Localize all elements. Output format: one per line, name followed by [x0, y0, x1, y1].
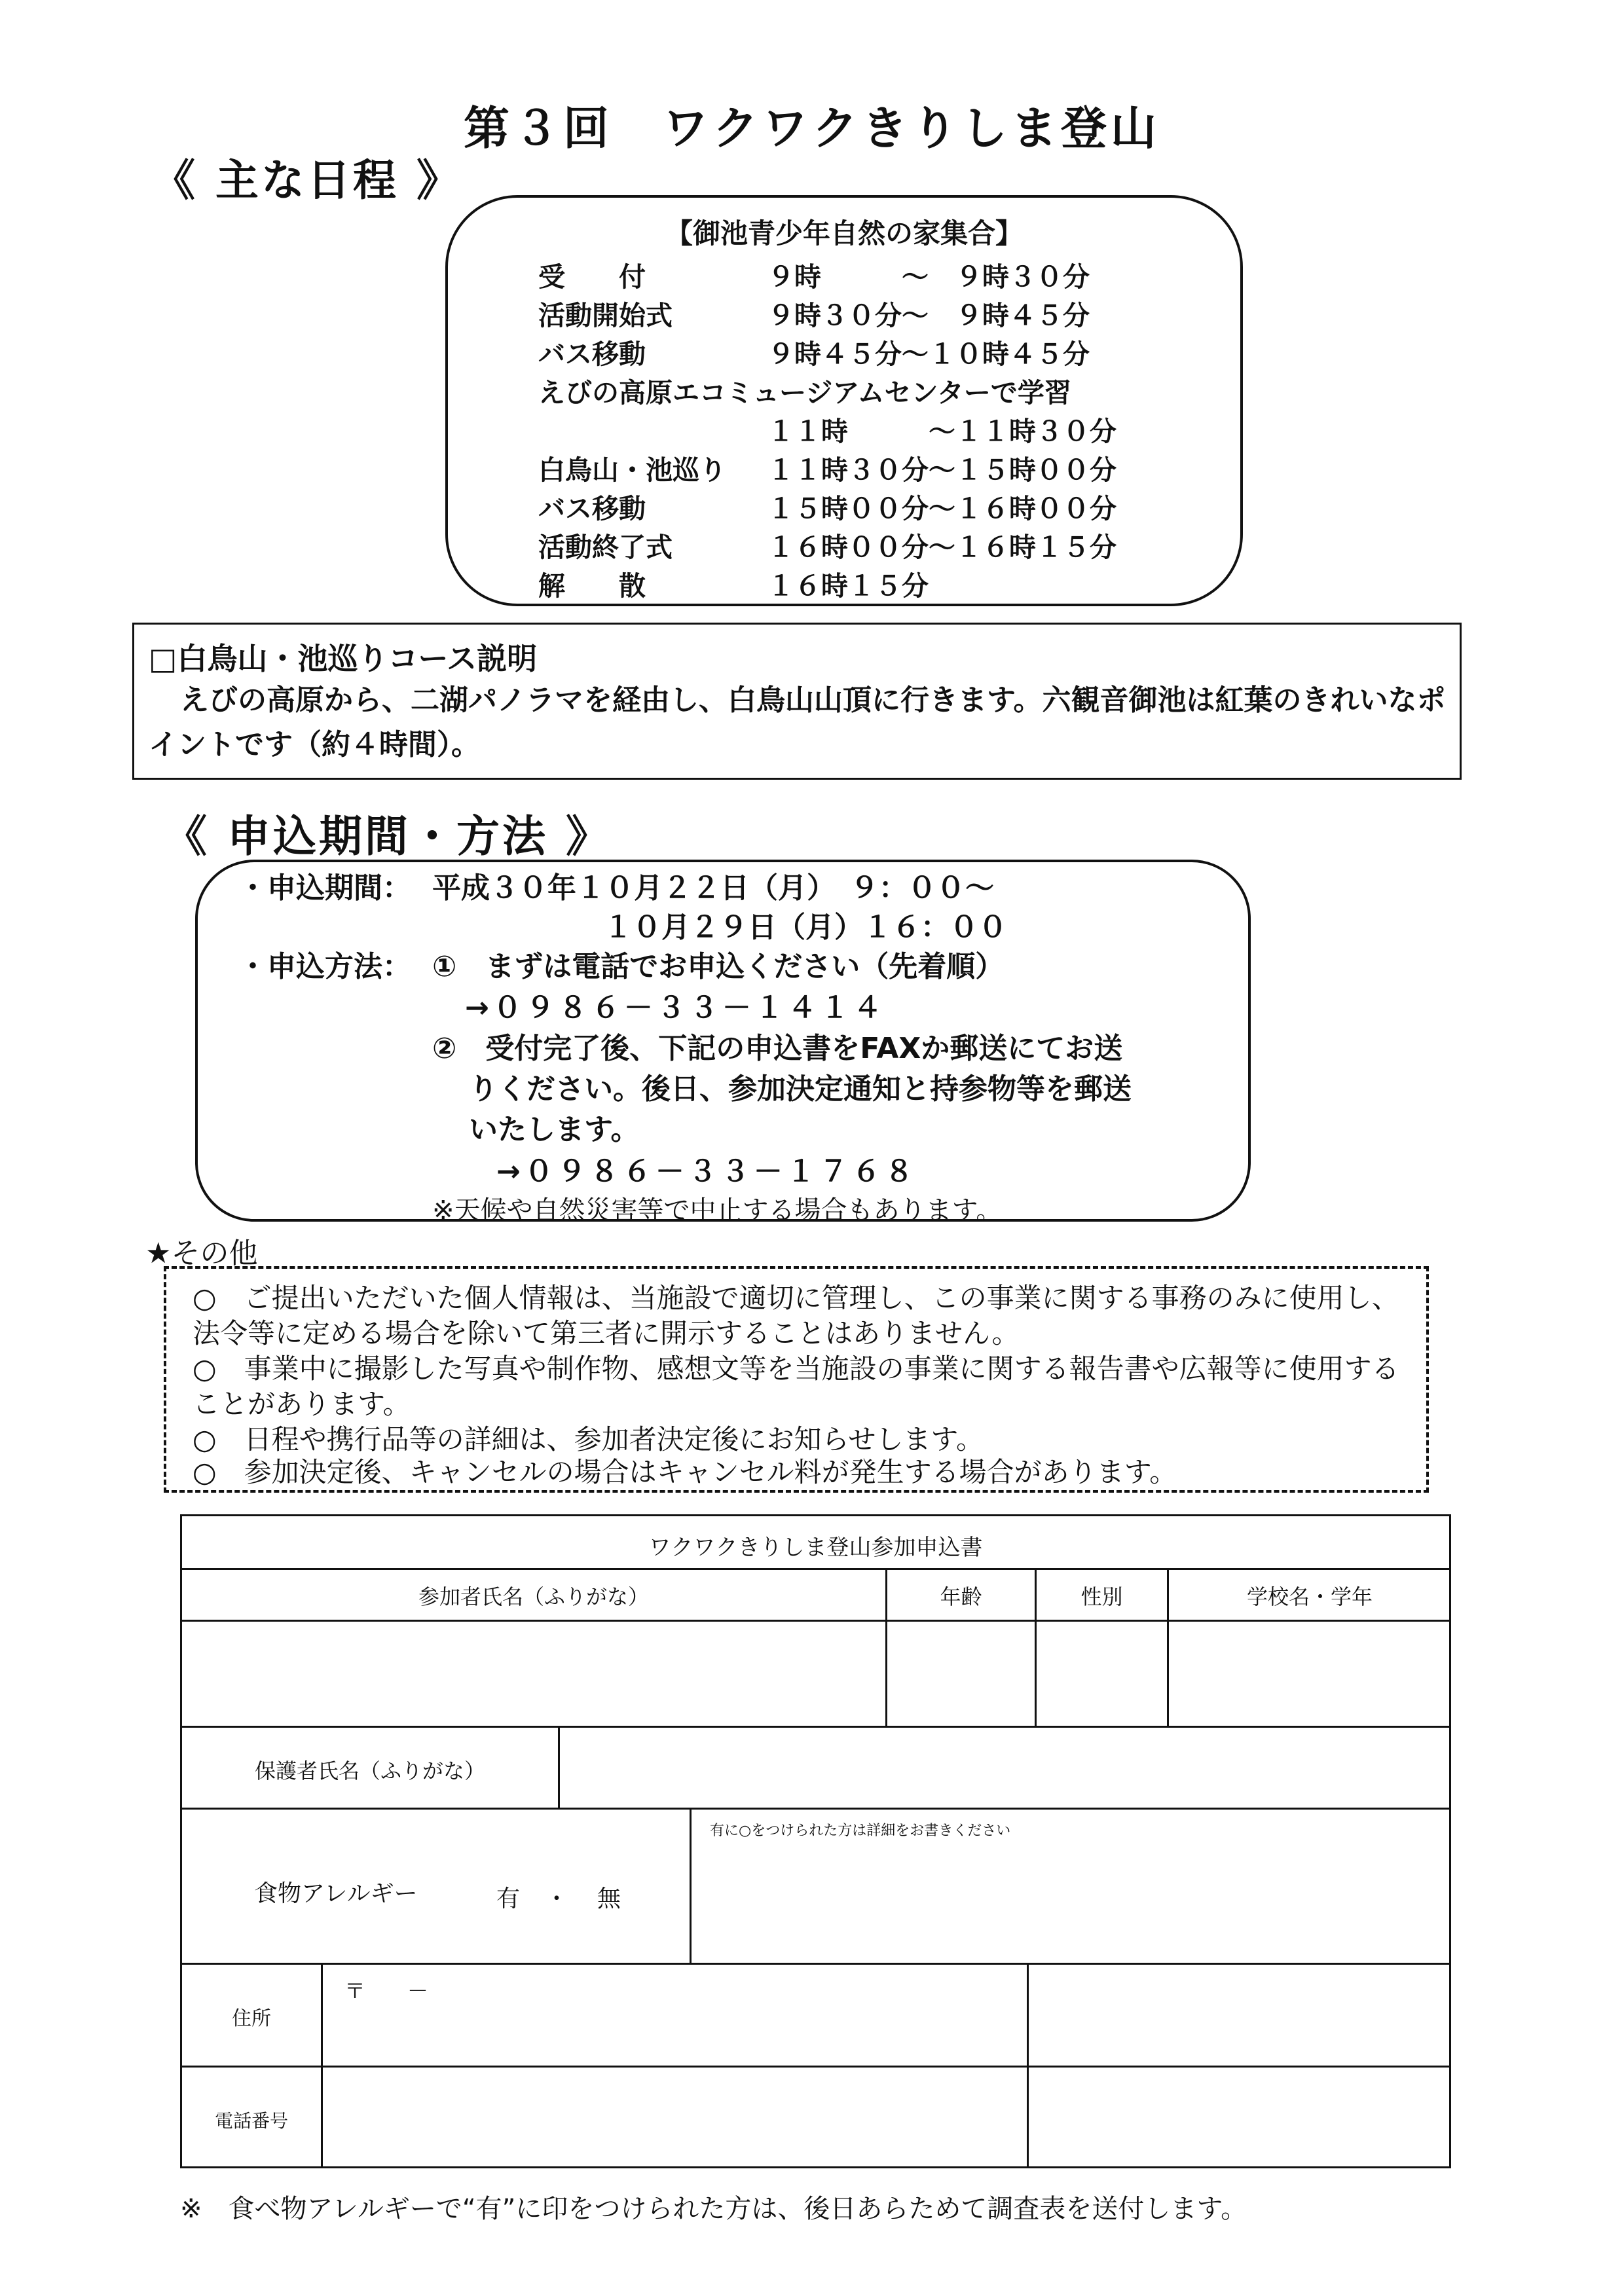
allergy-no: 無: [597, 1886, 621, 1912]
schedule-row: [538, 564, 929, 603]
schedule-time: ９時３０分～ ９時４５分: [767, 300, 1090, 331]
col-name: 参加者氏名（ふりがな）: [418, 1584, 649, 1609]
schedule-row: [538, 294, 1090, 333]
schedule-time: ９時 ～ ９時３０分: [767, 261, 1090, 293]
course-description: えびの高原から、二湖パノラマを経由し、白鳥山山頂に行きます。六観音御池は紅葉のきれいなポイントです（約４時間）。: [149, 683, 1446, 761]
method-label: ・申込方法：: [238, 950, 411, 983]
other-label: ★その他: [145, 1237, 258, 1270]
schedule-header: 【御池青少年自然の家集合】: [665, 217, 1023, 249]
allergy-yes: 有: [496, 1886, 521, 1912]
apply-heading: 《 申込期間・方法 》: [164, 811, 612, 862]
period-label: ・申込期間：: [238, 871, 411, 905]
schedule-heading: 《 主な日程 》: [152, 155, 462, 206]
schedule-row: [538, 526, 1116, 564]
schedule-label: えびの高原エコミュージアムセンターで学習: [538, 377, 1071, 409]
col-sex: 性別: [1080, 1584, 1123, 1609]
phone-number: →０９８６－３３－１４１４: [465, 991, 886, 1025]
schedule-time: １６時００分～１６時１５分: [767, 532, 1116, 563]
schedule-box: [445, 195, 1243, 606]
form-divider: [1027, 1963, 1029, 2168]
schedule-time: １６時１５分: [767, 570, 929, 602]
footnote: ※ 食べ物アレルギーで“有”に印をつけられた方は、後日あらためて調査表を送付します。: [180, 2194, 1247, 2224]
form-divider: [182, 2066, 1449, 2068]
schedule-label: 活動開始式: [538, 300, 673, 331]
period-end: １０月２９日（月）１６：００: [604, 911, 1007, 944]
form-divider: [321, 1963, 323, 2168]
schedule-label: 白鳥山・池巡り: [538, 454, 726, 486]
method-step-2: ② 受付完了後、下記の申込書をFAXか郵送にてお送: [432, 1032, 1123, 1065]
form-divider: [558, 1726, 560, 1808]
schedule-row: [538, 410, 1116, 448]
application-form: [180, 1514, 1451, 2168]
page-title: 第３回 ワクワクきりしま登山: [464, 101, 1160, 155]
schedule-label: バス移動: [538, 493, 646, 524]
form-divider: [182, 1963, 1449, 1965]
schedule-time: １５時００分～１６時００分: [767, 493, 1116, 524]
other-item: ○ 日程や携行品等の詳細は、参加者決定後にお知らせします。: [193, 1423, 984, 1455]
other-box: [164, 1266, 1429, 1493]
cancel-note: ※天候や自然災害等で中止する場合もあります。: [432, 1195, 1003, 1226]
schedule-label: 受 付: [538, 261, 646, 293]
course-title: □白鳥山・池巡りコース説明: [149, 641, 538, 676]
schedule-row: [538, 448, 1116, 487]
form-divider: [182, 1568, 1449, 1570]
form-divider: [182, 1726, 1449, 1728]
other-item: ○ 参加決定後、キャンセルの場合はキャンセル料が発生する場合があります。: [193, 1456, 1177, 1488]
guardian-label: 保護者氏名（ふりがな）: [254, 1758, 485, 1783]
allergy-note: 有に○をつけられた方は詳細をお書きください: [710, 1823, 1011, 1839]
schedule-time: １１時３０分～１５時００分: [767, 454, 1116, 486]
schedule-label: 活動終了式: [538, 532, 673, 563]
other-item: ○ 事業中に撮影した写真や制作物、感想文等を当施設の事業に関する報告書や広報等に使用することがあります。: [193, 1353, 1399, 1420]
apply-box: [195, 860, 1251, 1226]
period-start: 平成３０年１０月２２日（月） ９：００～: [432, 871, 994, 905]
schedule-row: [538, 371, 1071, 410]
form-divider: [690, 1808, 692, 1963]
address-label: 住所: [232, 2007, 271, 2030]
schedule-label: バス移動: [538, 338, 646, 370]
allergy-label: 食物アレルギー: [254, 1880, 418, 1907]
schedule-time: １１時 ～１１時３０分: [767, 416, 1116, 447]
method-step-2-cont: りください。後日、参加決定通知と持参物等を郵送: [469, 1072, 1132, 1106]
method-step-1: ① まずは電話でお申込ください（先着順）: [432, 950, 1005, 983]
schedule-row: [538, 487, 1116, 526]
col-age: 年齢: [940, 1584, 982, 1609]
schedule-time: ９時４５分～１０時４５分: [767, 338, 1090, 370]
schedule-row: [538, 255, 1090, 294]
other-item: ○ ご提出いただいた個人情報は、当施設で適切に管理し、この事業に関する事務のみに使用し、法令等に定める場合を除いて第三者に開示することはありません。: [193, 1282, 1399, 1349]
method-step-2-end: いたします。: [469, 1113, 640, 1146]
form-divider: [182, 1620, 1449, 1622]
schedule-label: 解 散: [538, 570, 646, 602]
form-title: ワクワクきりしま登山参加申込書: [648, 1535, 983, 1561]
postal-mark: 〒 －: [344, 1978, 429, 2003]
form-divider: [182, 1808, 1449, 1810]
allergy-separator: ・: [545, 1886, 569, 1912]
course-box: [132, 623, 1462, 780]
col-school: 学校名・学年: [1246, 1584, 1373, 1609]
schedule-row: [538, 333, 1090, 371]
fax-number: →０９８６－３３－１７６８: [496, 1155, 917, 1188]
phone-label: 電話番号: [214, 2110, 288, 2132]
